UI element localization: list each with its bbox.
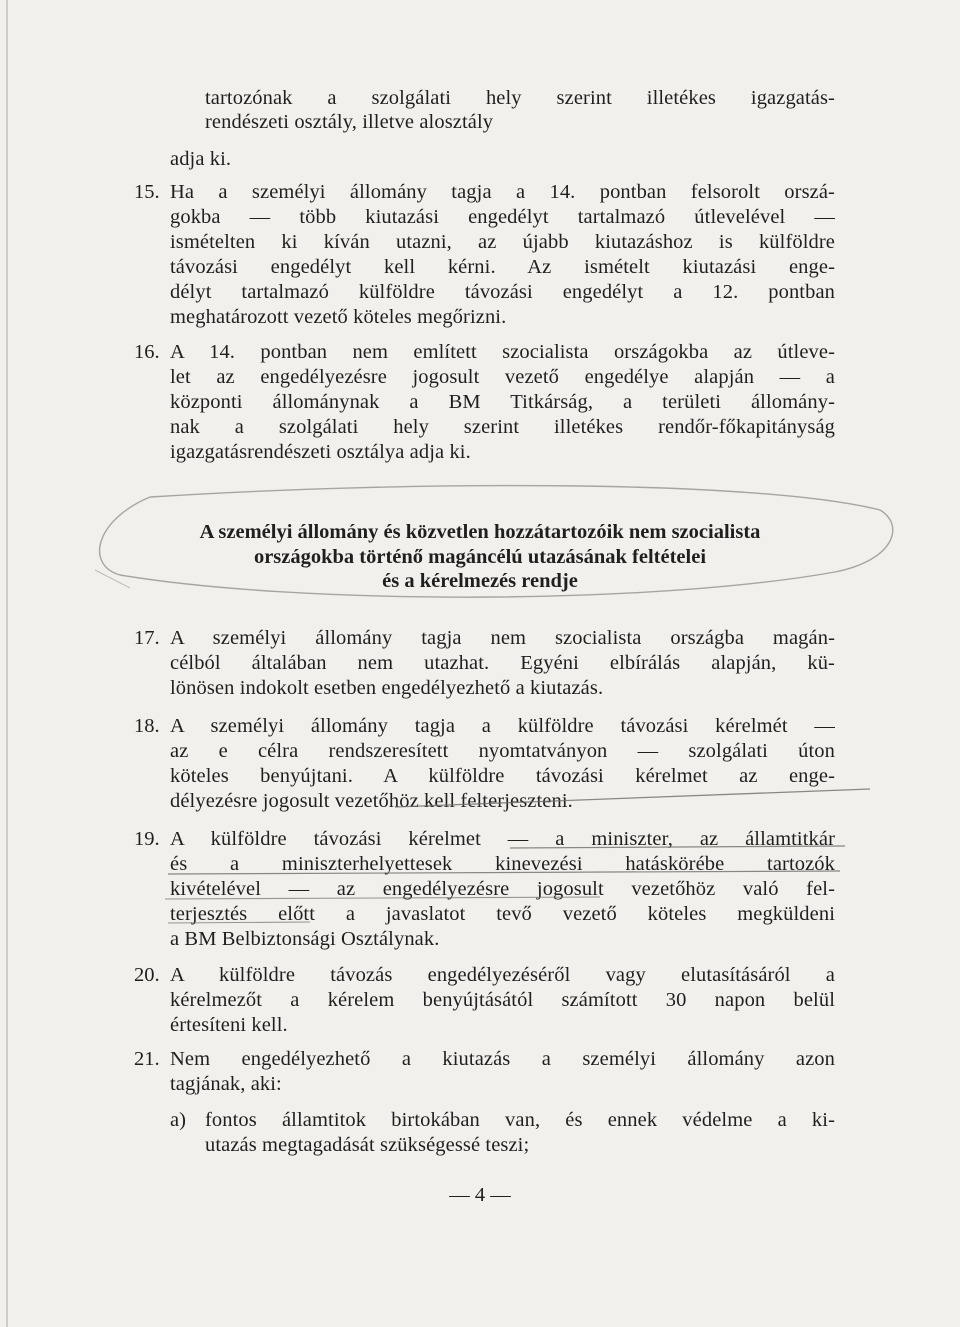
item-number: 19. bbox=[134, 828, 160, 850]
item-18-line: köteles benyújtani. A külföldre távozási kérelmet az enge- bbox=[170, 765, 835, 787]
item-number: 20. bbox=[134, 964, 160, 986]
heading-line: országokba történő magáncélú utazásának feltételei bbox=[253, 545, 707, 568]
item-17-line: lönösen indokolt esetben engedélyezhető a kiutazás. bbox=[170, 677, 604, 699]
item-18-line: A személyi állomány tagja a külföldre távozási kérelmét — bbox=[170, 715, 835, 737]
item-15-line: délyt tartalmazó külföldre távozási engedélyt a 12. pontban bbox=[170, 281, 835, 303]
page-number: — 4 — bbox=[449, 1184, 511, 1206]
intro-line: adja ki. bbox=[170, 148, 232, 170]
item-15-line: ismételten ki kíván utazni, az újabb kiutazáshoz is külföldre bbox=[170, 231, 835, 253]
sub-item-line: fontos államtitok birtokában van, és ennek védelme a ki- bbox=[205, 1109, 835, 1131]
intro-line: tartozónak a szolgálati hely szerint illetékes igazgatás- bbox=[205, 87, 835, 109]
item-number: 18. bbox=[134, 715, 160, 737]
sub-item-line: utazás megtagadását szükségessé teszi; bbox=[205, 1134, 530, 1156]
item-17-line: célból általában nem utazhat. Egyéni elbírálás alapján, kü- bbox=[170, 652, 835, 674]
item-16-line: A 14. pontban nem említett szocialista országokba az útleve- bbox=[170, 341, 835, 363]
item-19-line: és a miniszterhelyettesek kinevezési hatáskörébe tartozók bbox=[170, 853, 835, 875]
item-number: 16. bbox=[134, 341, 160, 363]
item-16-line: igazgatásrendészeti osztálya adja ki. bbox=[170, 441, 471, 463]
section-heading bbox=[100, 520, 860, 594]
item-18-line: az e célra rendszeresített nyomtatványon — szolgálati úton bbox=[170, 740, 835, 762]
item-17-line: A személyi állomány tagja nem szocialista országba magán- bbox=[170, 627, 835, 649]
item-18-line: délyezésre jogosult vezetőhöz kell felterjeszteni. bbox=[170, 790, 573, 812]
item-16-line: központi állománynak a BM Titkárság, a területi állomány- bbox=[170, 391, 835, 413]
item-19-line: terjesztés előtt a javaslatot tevő vezető köteles megküldeni bbox=[170, 903, 835, 925]
item-15-line: meghatározott vezető köteles megőrizni. bbox=[170, 306, 507, 328]
item-16-line: nak a szolgálati hely szerint illetékes rendőr-főkapitányság bbox=[170, 416, 835, 438]
item-19-line: A külföldre távozási kérelmet — a miniszter, az államtitkár bbox=[170, 828, 835, 850]
heading-line: és a kérelmezés rendje bbox=[382, 570, 578, 592]
item-16-line: let az engedélyezésre jogosult vezető engedélye alapján — a bbox=[170, 366, 835, 388]
item-21-line: Nem engedélyezhető a kiutazás a személyi állomány azon bbox=[170, 1048, 835, 1070]
item-21-line: tagjának, aki: bbox=[170, 1073, 282, 1095]
item-number: 21. bbox=[134, 1048, 160, 1070]
item-number: 17. bbox=[134, 627, 160, 649]
item-number: 15. bbox=[134, 181, 160, 203]
item-20-line: A külföldre távozás engedélyezéséről vagy elutasításáról a bbox=[170, 964, 835, 986]
sub-item-label: a) bbox=[170, 1109, 186, 1131]
heading-line: A személyi állomány és közvetlen hozzátartozóik nem szocialista bbox=[199, 521, 761, 543]
page-edge bbox=[6, 0, 8, 1327]
item-20-line: kérelmezőt a kérelem benyújtásától számított 30 napon belül bbox=[170, 989, 835, 1011]
item-15-line: távozási engedélyt kell kérni. Az ismételt kiutazási enge- bbox=[170, 256, 835, 278]
item-15-line: gokba — több kiutazási engedélyt tartalmazó útlevelével — bbox=[170, 206, 835, 228]
item-15-line: Ha a személyi állomány tagja a 14. pontban felsorolt orszá- bbox=[170, 181, 835, 203]
item-20-line: értesíteni kell. bbox=[170, 1014, 288, 1036]
intro-line: rendészeti osztály, illetve alosztály bbox=[205, 111, 494, 133]
item-19-line: kivételével — az engedélyezésre jogosult vezetőhöz való fel- bbox=[170, 878, 835, 900]
item-19-line: a BM Belbiztonsági Osztálynak. bbox=[170, 928, 440, 950]
